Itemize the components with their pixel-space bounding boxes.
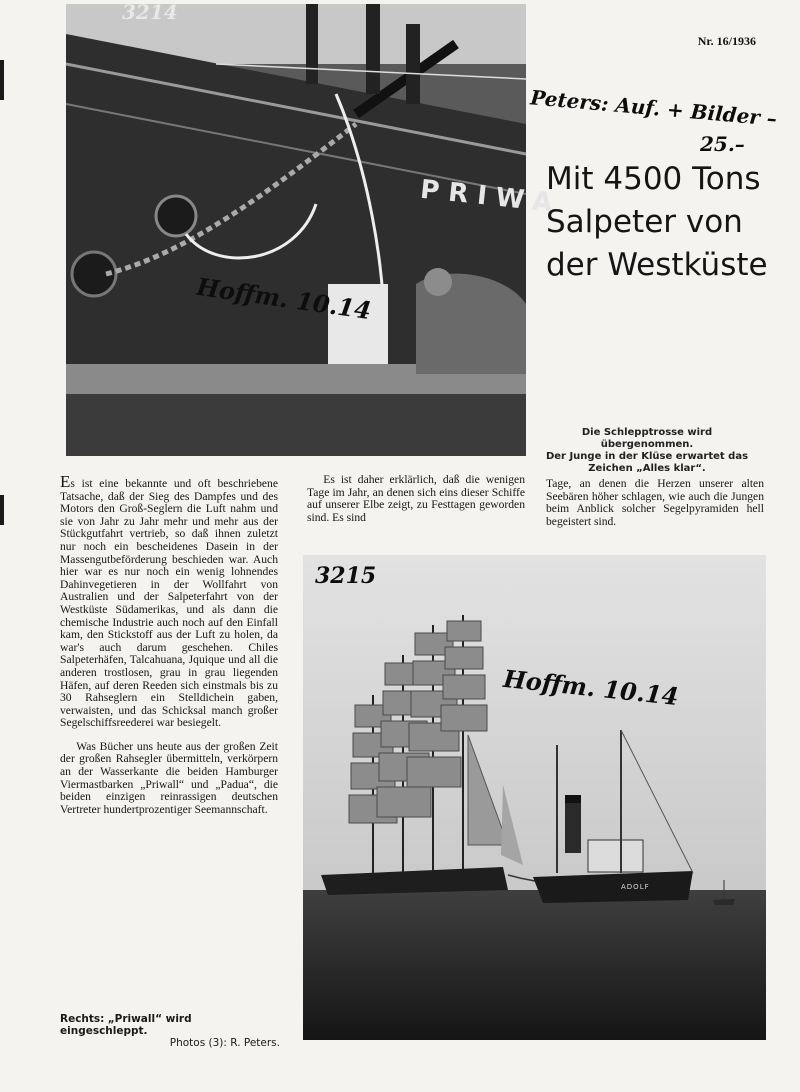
handwritten-archive-number: 3214 [122,0,178,24]
caption-line: Der Junge in der Klüse erwartet das [545,451,749,462]
ship-hull-photo-graphic [66,4,526,456]
binding-edge-mark [0,495,4,525]
ship-name-on-hull: PRIWA [418,174,563,220]
tug-name: ADOLF [621,883,650,891]
article-paragraph: Tage, an denen die Herzen unserer alten Seebären höher schlagen, wie auch die Jungen beim Anblick solcher Segelpyramiden hell begeistert sind. [546,477,764,528]
drop-cap: E [60,472,71,491]
caption-line: Die Schlepptrosse wird übergenommen. [581,427,713,450]
handwritten-editor-note: Peters: Auf. + Bilder – [529,85,778,131]
article-paragraph: Was Bücher uns heute aus der großen Zeit der großen Rahsegler übermitteln, verkörpern an der Wasserkante die beiden Hamburger Viermastbarken „Priwall“ und „Padua“, die beiden einzigen reinrassigen deutschen Vertreter hundertprozentiger Seemannschaft. [60,739,278,816]
caption-line: Zeichen „Alles klar“. [588,463,706,474]
handwritten-photo-note-2: Hoffm. 10.14 [501,663,680,712]
handwritten-archive-number-2: 3215 [315,563,377,589]
issue-number: Nr. 16/1936 [697,34,756,48]
headline-line: der Westküste [546,247,768,283]
headline [546,158,776,287]
headline-line: Mit 4500 Tons [546,161,761,197]
photo-credit: Photos (3): R. Peters. [169,1037,280,1049]
caption-text: „Priwall“ wird eingeschleppt. [60,1013,192,1037]
bottom-photo-caption [60,1013,280,1049]
ship-hull-photo [66,4,563,456]
paragraph-text: s ist eine bekannte und oft beschriebene Tatsache, daß der Sieg des Dampfes und des Motors den Groß-Seglern die Luft nahm und sie von Jahr zu Jahr mehr und mehr aus der Stückgutfahrt vertrieb, so daß ihnen zuletzt nur noch ein bescheidenes Dasein in der Massengutbeförderung beschieden war. Auch hier war es nur noch ein wenig lohnendes Dahinvegetieren in der Wollfahrt von Australien und der Salpeterfahrt von der Westküste Südamerikas, und als dann die chemische Industrie auch noch auf den Einfall kam, den Stickstoff aus der Luft zu holen, da war's auch darum geschehen. Chiles Salpeterhäfen, Talcahuana, Jquique und all die anderen trostlosen, grau in grau liegenden Häfen, auf deren Reeden sich einstmals bis zu 30 Rahseglern ein Stelldichein gaben, verwaisten, und das Schicksal manch großer Segelschiffsreederei war besiegelt. [60,477,278,730]
handwritten-price: 25.– [700,132,745,156]
priwall-towed-photo [303,555,766,1040]
caption-label: Rechts: [60,1013,105,1025]
article-column-2 [307,474,525,524]
binding-edge-mark [0,60,4,100]
article-column-1 [60,472,278,816]
priwall-towed-photo-graphic [303,555,766,1040]
article-paragraph [60,472,278,730]
handwritten-photo-note: Hoffm. 10.14 [194,271,373,326]
article-paragraph: Es ist daher erklärlich, daß die wenigen Tage im Jahr, an denen sich eins dieser Schiffe auf unserer Elbe zeigt, zu Festtagen geworden sind. Es sind [307,473,525,524]
headline-line: Salpeter von [546,204,743,240]
top-photo-caption [534,427,760,475]
article-column-3 [546,478,764,528]
